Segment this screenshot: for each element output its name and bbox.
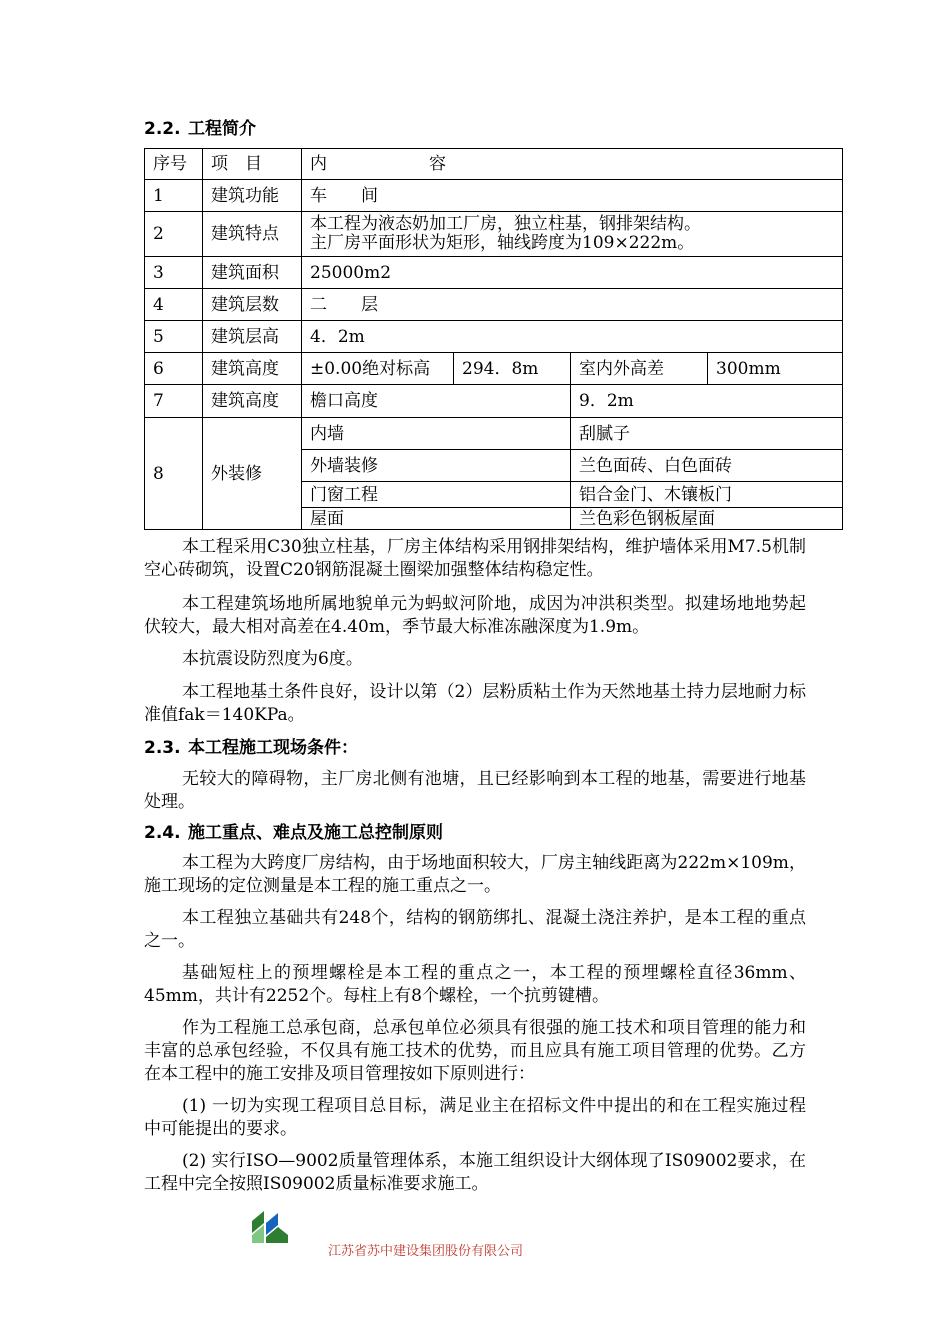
- paragraph: 本工程独立基础共有248个，结构的钢筋绑扎、混凝土浇注养护，是本工程的重点之一。: [144, 908, 806, 951]
- company-logo-icon: [250, 1209, 290, 1245]
- row-cell: 刮腻子: [571, 418, 843, 450]
- project-overview-table: [144, 148, 843, 530]
- header-no: 序号: [145, 149, 203, 180]
- row-content: [302, 212, 843, 257]
- row-no: 7: [145, 385, 203, 418]
- row-cell: 294．8m: [454, 353, 571, 385]
- row-item: 建筑层数: [203, 289, 302, 321]
- table-row: [145, 353, 843, 385]
- header-item: 项 目: [203, 149, 302, 180]
- row-cell: ±0.00绝对标高: [302, 353, 454, 385]
- paragraph: 本工程地基土条件良好，设计以第（2）层粉质粘土作为天然地基土持力层地耐力标准值fak＝140KPa。: [144, 682, 806, 725]
- table-row: [145, 321, 843, 353]
- row-no: 5: [145, 321, 203, 353]
- row-content: 25000m2: [302, 257, 843, 289]
- paragraph: 本工程为大跨度厂房结构，由于场地面积较大，厂房主轴线距离为222m×109m，施工现场的定位测量是本工程的施工重点之一。: [144, 853, 806, 896]
- company-name: 江苏省苏中建设集团股份有限公司: [328, 1244, 524, 1259]
- row-no: 4: [145, 289, 203, 321]
- row-cell: 9．2m: [571, 385, 843, 418]
- table-row: [145, 289, 843, 321]
- row-item: 建筑高度: [203, 385, 302, 418]
- content-line: 本工程为液态奶加工厂房，独立柱基，钢排架结构。: [310, 214, 701, 234]
- paragraph: (1) 一切为实现工程项目总目标，满足业主在招标文件中提出的和在工程实施过程中可能提出的要求。: [144, 1096, 806, 1139]
- paragraph: 本工程建筑场地所属地貌单元为蚂蚁河阶地，成因为冲洪积类型。拟建场地地势起伏较大，最大相对高差在4.40m，季节最大标准冻融深度为1.9m。: [144, 594, 806, 637]
- content-line: 主厂房平面形状为矩形，轴线跨度为109×222m。: [310, 233, 695, 253]
- row-item: 建筑高度: [203, 353, 302, 385]
- header-content: 内 容: [302, 149, 843, 180]
- paragraph: 本工程采用C30独立柱基，厂房主体结构采用钢排架结构，维护墙体采用M7.5机制空心砖砌筑，设置C20钢筋混凝土圈梁加强整体结构稳定性。: [144, 537, 806, 580]
- paragraph: 作为工程施工总承包商，总承包单位必须具有很强的施工技术和项目管理的能力和丰富的总承包经验，不仅具有施工技术的优势，而且应具有施工项目管理的优势。乙方在本工程中的施工安排及项目管理按如下原则进行：: [144, 1018, 806, 1084]
- section-heading-2-2: 2.2. 工程简介: [144, 119, 256, 139]
- table-row: [145, 180, 843, 212]
- paragraph: (2) 实行ISO—9002质量管理体系，本施工组织设计大纲体现了IS09002要求，在工程中完全按照IS09002质量标准要求施工。: [144, 1151, 806, 1194]
- row-no: 2: [145, 212, 203, 257]
- row-cell: 外墙装修: [302, 450, 571, 482]
- row-item: 外装修: [203, 418, 302, 530]
- row-item: 建筑层高: [203, 321, 302, 353]
- row-no: 1: [145, 180, 203, 212]
- table-header-row: [145, 149, 843, 180]
- row-item: 建筑面积: [203, 257, 302, 289]
- row-no: 8: [145, 418, 203, 530]
- row-cell: 屋面: [302, 508, 571, 530]
- row-no: 3: [145, 257, 203, 289]
- paragraph: 基础短柱上的预埋螺栓是本工程的重点之一，本工程的预埋螺栓直径36mm、45mm，共计有2252个。每柱上有8个螺栓，一个抗剪键槽。: [144, 963, 806, 1006]
- table-row: [145, 385, 843, 418]
- section-heading-2-3: 2.3. 本工程施工现场条件：: [144, 738, 358, 758]
- row-content: 二 层: [302, 289, 843, 321]
- row-cell: 兰色彩色钢板屋面: [571, 508, 843, 530]
- row-cell: 兰色面砖、白色面砖: [571, 450, 843, 482]
- row-cell: 门窗工程: [302, 482, 571, 508]
- row-cell: 内墙: [302, 418, 571, 450]
- row-cell: 铝合金门、木镶板门: [571, 482, 843, 508]
- row-content: 4．2m: [302, 321, 843, 353]
- row-cell: 檐口高度: [302, 385, 571, 418]
- row-no: 6: [145, 353, 203, 385]
- section-heading-2-4: 2.4. 施工重点、难点及施工总控制原则: [144, 823, 443, 843]
- row-item: 建筑功能: [203, 180, 302, 212]
- paragraph: 无较大的障碍物，主厂房北侧有池塘，且已经影响到本工程的地基，需要进行地基处理。: [144, 769, 806, 812]
- paragraph: 本抗震设防烈度为6度。: [182, 649, 363, 669]
- table-row: [145, 257, 843, 289]
- row-cell: 室内外高差: [571, 353, 708, 385]
- row-item: 建筑特点: [203, 212, 302, 257]
- row-content: 车 间: [302, 180, 843, 212]
- table-row: [145, 212, 843, 257]
- table-row: [145, 418, 843, 450]
- row-cell: 300mm: [708, 353, 843, 385]
